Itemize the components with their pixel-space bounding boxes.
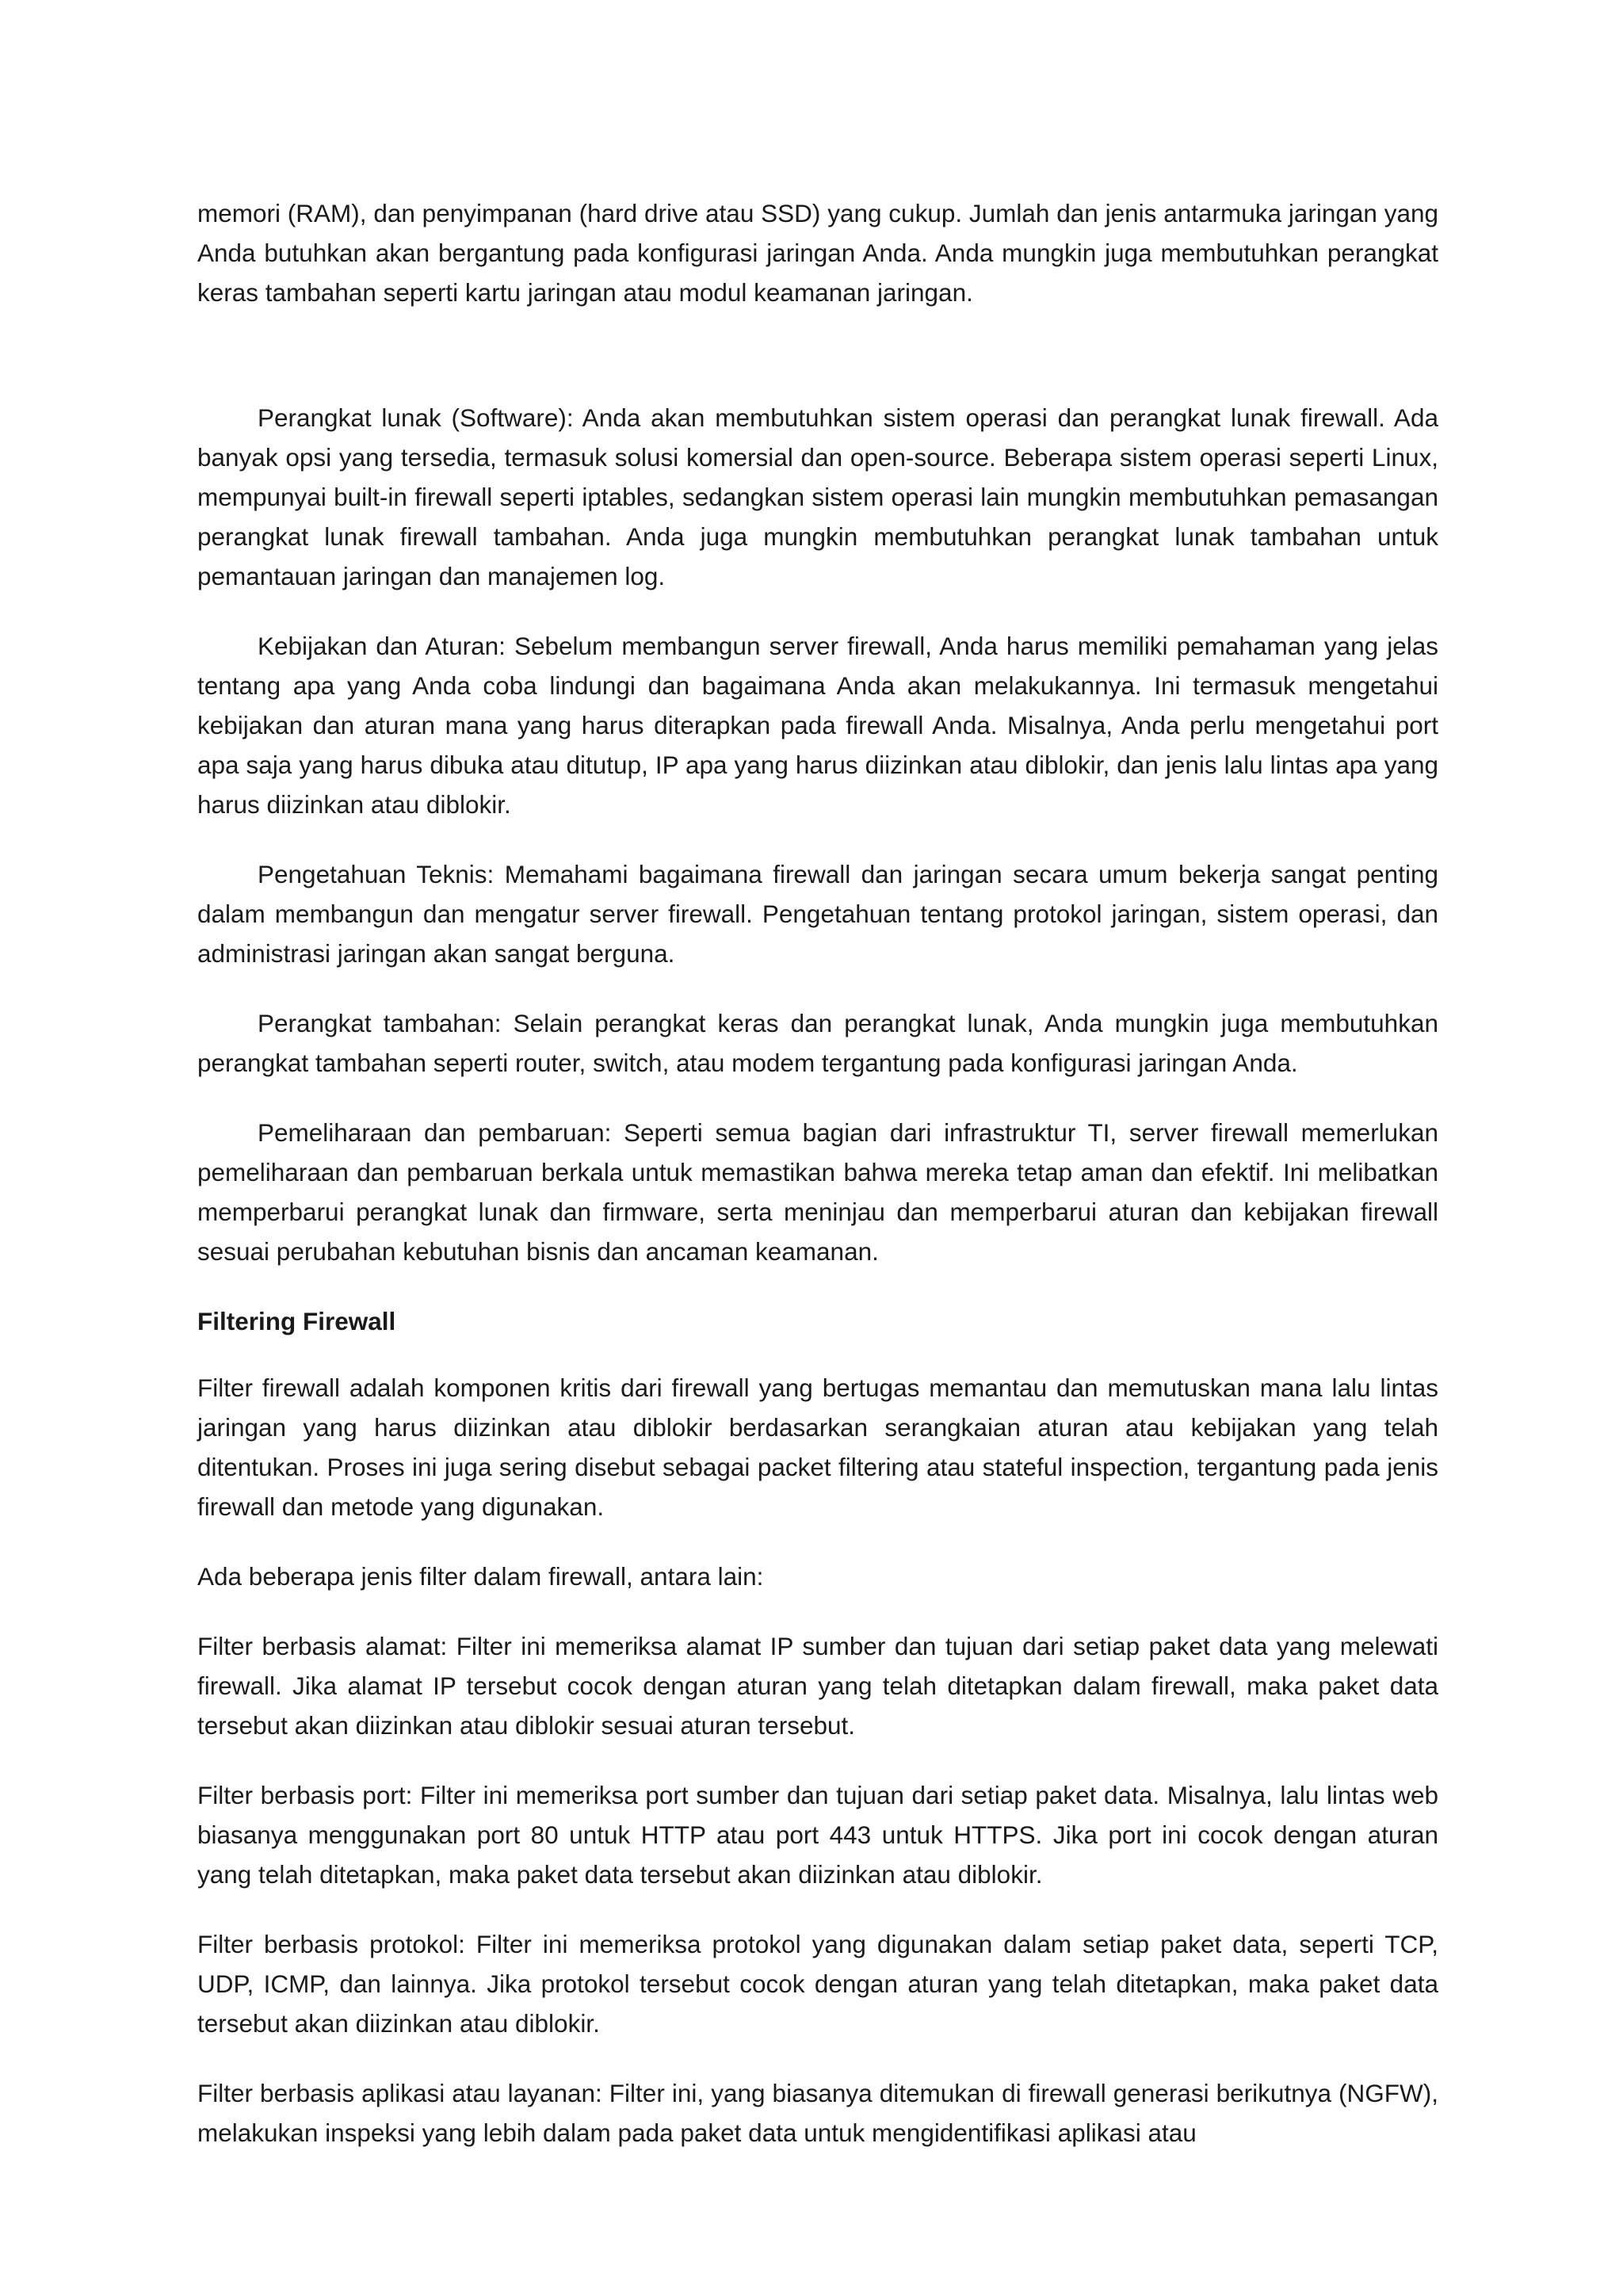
paragraph-maintenance: Pemeliharaan dan pembaruan: Seperti semua bagian dari infrastruktur TI, server firewall memerlukan pemeliharaan dan pembaruan berkala untuk memastikan bahwa mereka tetap aman dan efektif. Ini melibatkan memperbarui perangkat lunak dan firmware, serta meninjau dan memperbarui aturan dan kebijakan firewall sesuai perubahan kebutuhan bisnis dan ancaman keamanan. [197, 1118, 1438, 1266]
paragraph-additional-devices: Perangkat tambahan: Selain perangkat keras dan perangkat lunak, Anda mungkin juga membutuhkan perangkat tambahan seperti router, switch, atau modem tergantung pada konfigurasi jaringan Anda. [197, 1009, 1438, 1077]
paragraph-filter-intro: Filter firewall adalah komponen kritis dari firewall yang bertugas memantau dan memutuskan mana lalu lintas jaringan yang harus diizinkan atau diblokir berdasarkan serangkaian aturan atau kebijakan yang telah ditentukan. Proses ini juga sering disebut sebagai packet filtering atau stateful inspection, tergantung pada jenis firewall dan metode yang digunakan. [197, 1373, 1438, 1521]
paragraph-policies-rules: Kebijakan dan Aturan: Sebelum membangun server firewall, Anda harus memiliki pemahaman yang jelas tentang apa yang Anda coba lindungi dan bagaimana Anda akan melakukannya. Ini termasuk mengetahui kebijakan dan aturan mana yang harus diterapkan pada firewall Anda. Misalnya, Anda perlu mengetahui port apa saja yang harus dibuka atau ditutup, IP apa yang harus diizinkan atau diblokir, dan jenis lalu lintas apa yang harus diizinkan atau diblokir. [197, 632, 1438, 819]
paragraph-address-filter: Filter berbasis alamat: Filter ini memeriksa alamat IP sumber dan tujuan dari setiap paket data yang melewati firewall. Jika alamat IP tersebut cocok dengan aturan yang telah ditetapkan dalam firewall, maka paket data tersebut akan diizinkan atau diblokir sesuai aturan tersebut. [197, 1632, 1438, 1740]
paragraph-application-filter: Filter berbasis aplikasi atau layanan: Filter ini, yang biasanya ditemukan di firewall generasi berikutnya (NGFW), melakukan inspeksi yang lebih dalam pada paket data untuk mengidentifikasi aplikasi atau [197, 2079, 1438, 2147]
paragraph-filter-types-intro: Ada beberapa jenis filter dalam firewall, antara lain: [197, 1562, 764, 1591]
paragraph-protocol-filter: Filter berbasis protokol: Filter ini memeriksa protokol yang digunakan dalam setiap paket data, seperti TCP, UDP, ICMP, dan lainnya. Jika protokol tersebut cocok dengan aturan yang telah ditetapkan, maka paket data tersebut akan diizinkan atau diblokir. [197, 1930, 1438, 2038]
document-page [197, 193, 1438, 2153]
paragraph-software: Perangkat lunak (Software): Anda akan membutuhkan sistem operasi dan perangkat lunak firewall. Ada banyak opsi yang tersedia, termasuk solusi komersial dan open-source. Beberapa sistem operasi seperti Linux, mempunyai built-in firewall seperti iptables, sedangkan sistem operasi lain mungkin membutuhkan pemasangan perangkat lunak firewall tambahan. Anda juga mungkin membutuhkan perangkat lunak tambahan untuk pemantauan jaringan dan manajemen log. [197, 403, 1438, 590]
paragraph-port-filter: Filter berbasis port: Filter ini memeriksa port sumber dan tujuan dari setiap paket data. Misalnya, lalu lintas web biasanya menggunakan port 80 untuk HTTP atau port 443 untuk HTTPS. Jika port ini cocok dengan aturan yang telah ditetapkan, maka paket data tersebut akan diizinkan atau diblokir. [197, 1781, 1438, 1889]
paragraph-technical-knowledge: Pengetahuan Teknis: Memahami bagaimana firewall dan jaringan secara umum bekerja sangat penting dalam membangun dan mengatur server firewall. Pengetahuan tentang protokol jaringan, sistem operasi, dan administrasi jaringan akan sangat berguna. [197, 860, 1438, 968]
paragraph-hardware-continued: memori (RAM), dan penyimpanan (hard drive atau SSD) yang cukup. Jumlah dan jenis antarmuka jaringan yang Anda butuhkan akan bergantung pada konfigurasi jaringan Anda. Anda mungkin juga membutuhkan perangkat keras tambahan seperti kartu jaringan atau modul keamanan jaringan. [197, 199, 1438, 307]
section-heading: Filtering Firewall [197, 1307, 396, 1335]
